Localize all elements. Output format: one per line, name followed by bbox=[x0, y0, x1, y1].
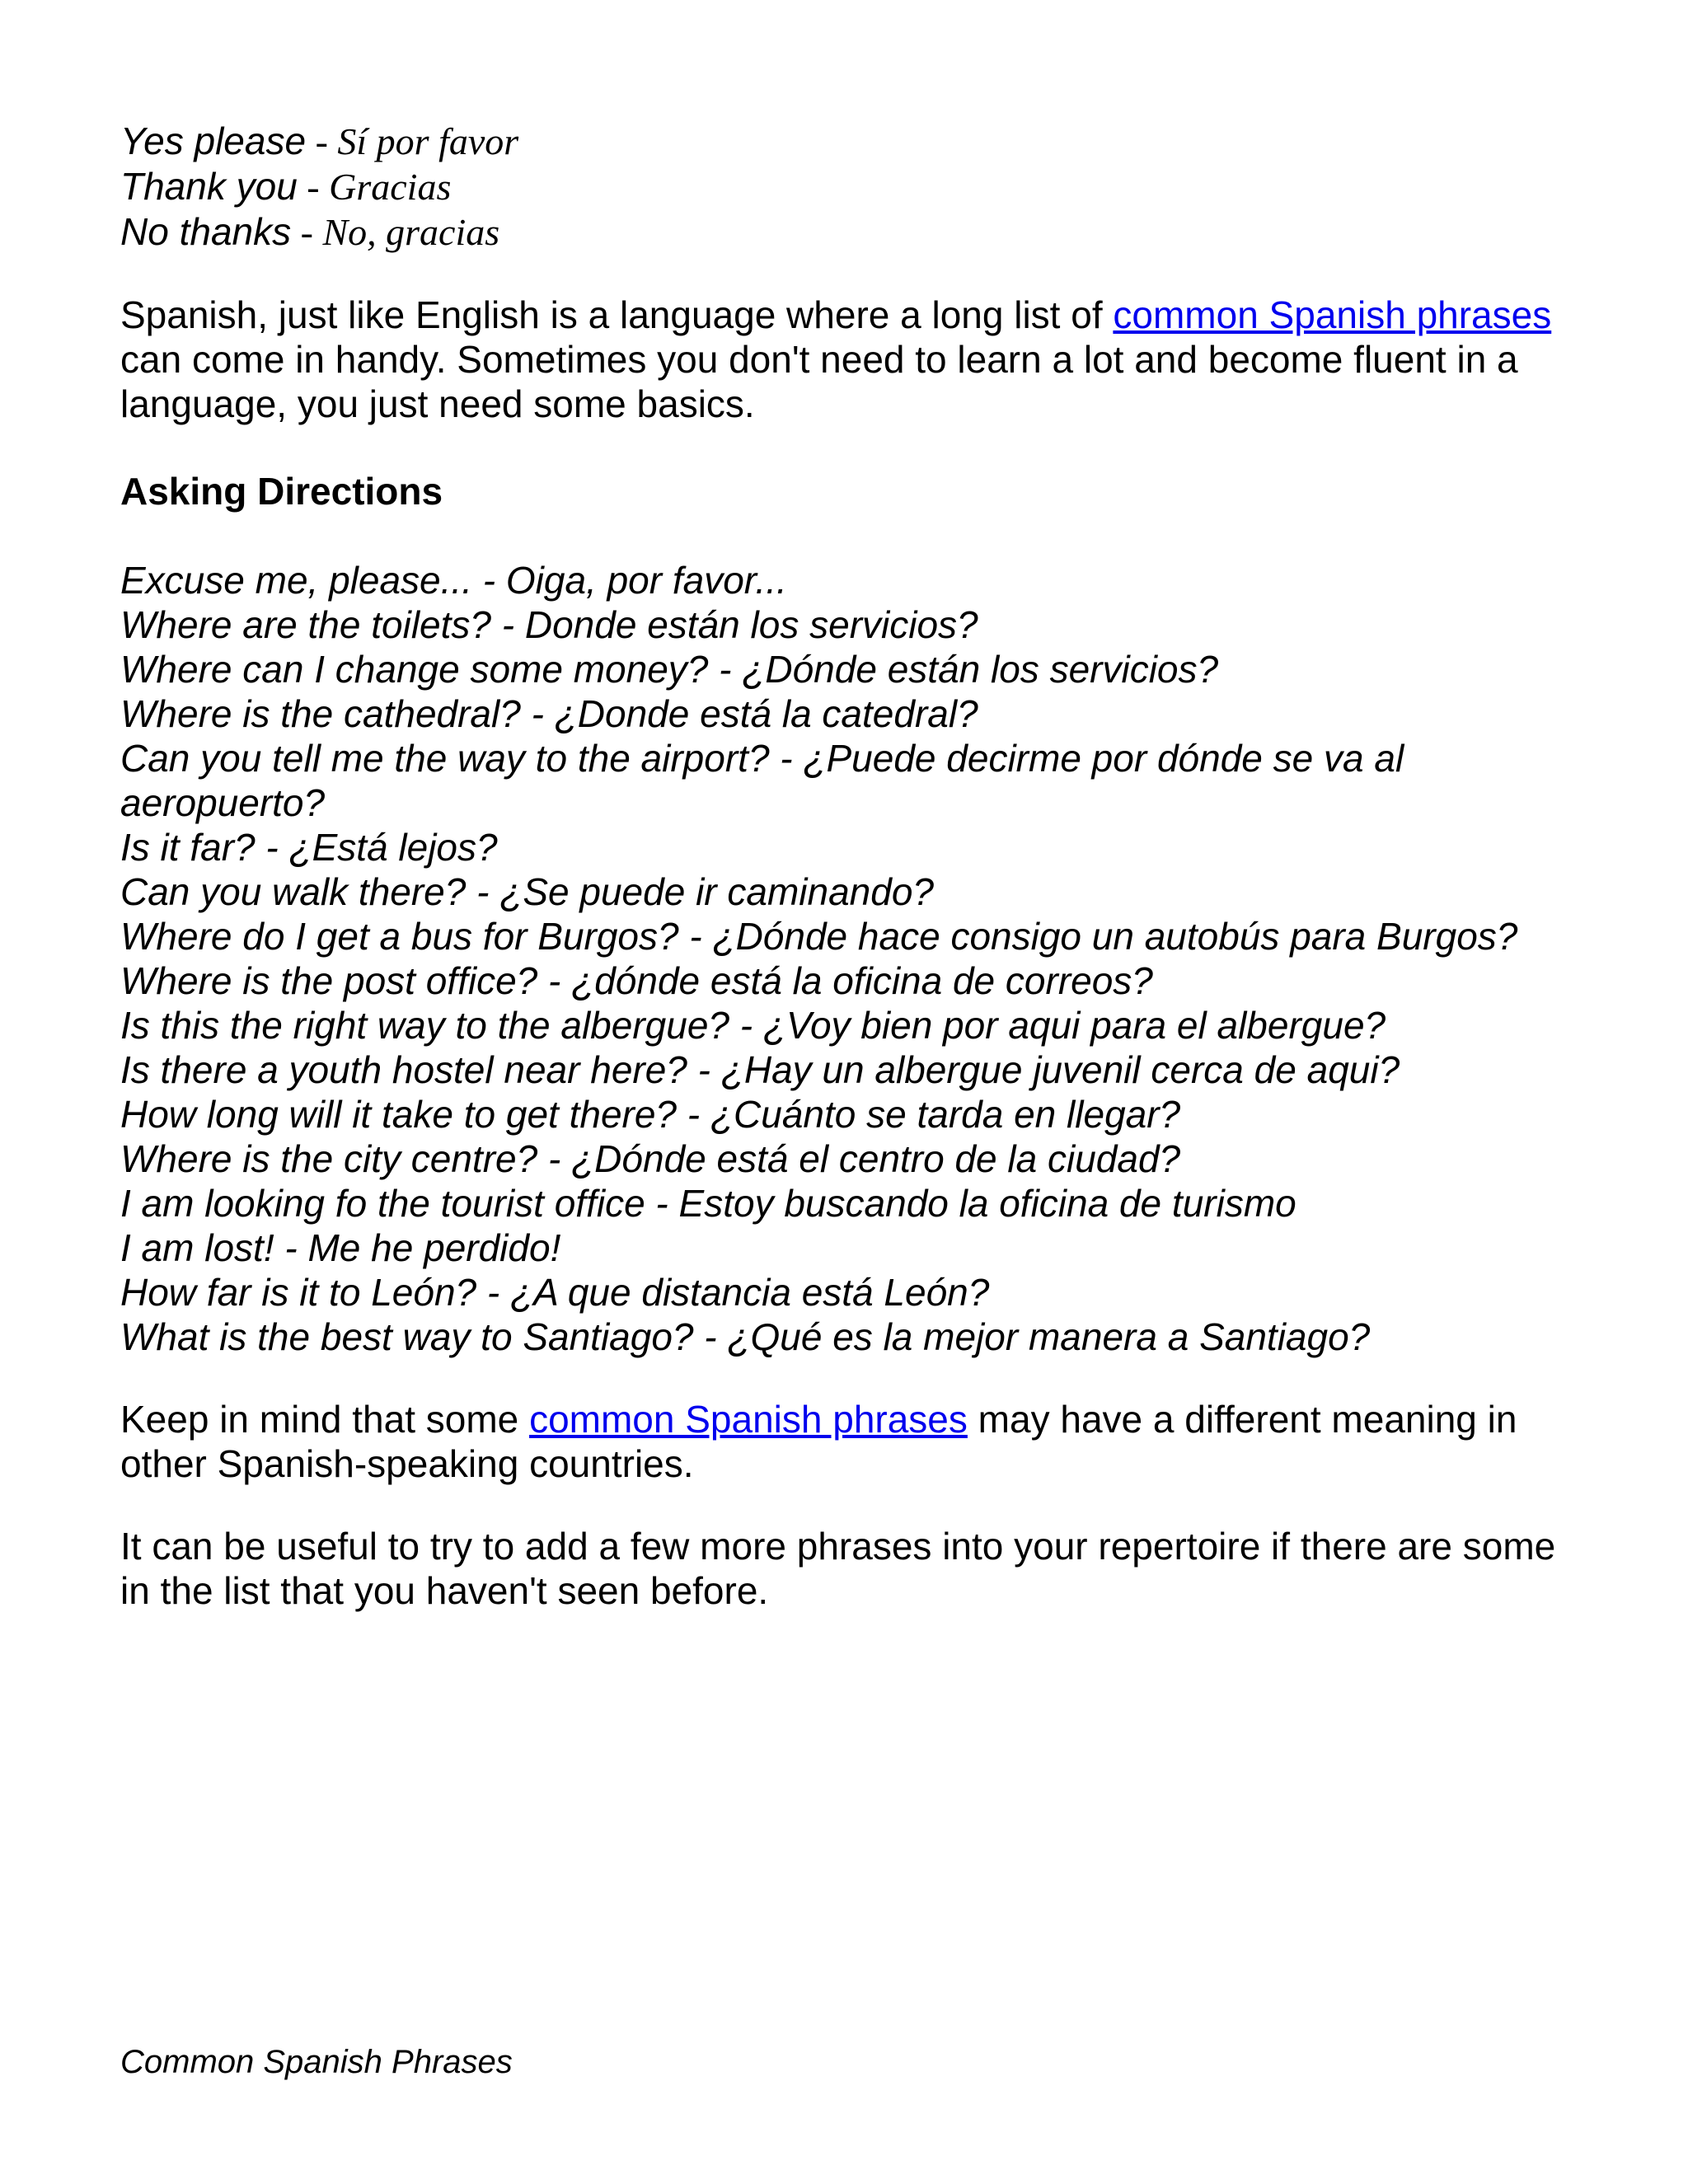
greeting-spanish: Gracias bbox=[329, 166, 452, 208]
greeting-english: Yes please bbox=[120, 120, 307, 162]
intro-text-before: Spanish, just like English is a language where a long list of bbox=[120, 293, 1114, 336]
phrase-list bbox=[120, 558, 1571, 1359]
intro-text-after: can come in handy. Sometimes you don't need to learn a lot and become fluent in a language, you just need some basics. bbox=[120, 338, 1518, 425]
phrase-item: Where are the toilets? - Donde están los servicios? bbox=[120, 603, 978, 646]
greeting-separator: - bbox=[297, 166, 330, 208]
greeting-separator: - bbox=[291, 211, 323, 253]
greeting-line bbox=[120, 119, 1571, 164]
greeting-line bbox=[120, 209, 1571, 255]
phrase-item: How far is it to León? - ¿A que distancia está León? bbox=[120, 1271, 990, 1314]
phrase-item: Is there a youth hostel near here? - ¿Hay un albergue juvenil cerca de aqui? bbox=[120, 1048, 1400, 1091]
common-phrases-link[interactable]: common Spanish phrases bbox=[1113, 293, 1552, 336]
phrase-item: Can you tell me the way to the airport? - ¿Puede decirme por dónde se va al aeropuerto? bbox=[120, 737, 1404, 824]
closing-paragraph: It can be useful to try to add a few more phrases into your repertoire if there are some in the list that you haven't seen before. bbox=[120, 1525, 1556, 1612]
phrase-item: What is the best way to Santiago? - ¿Qué es la mejor manera a Santiago? bbox=[120, 1315, 1371, 1358]
greeting-spanish: No, gracias bbox=[322, 211, 500, 253]
section-heading: Asking Directions bbox=[120, 470, 443, 513]
greetings-block bbox=[120, 119, 1571, 255]
phrase-item: Where do I get a bus for Burgos? - ¿Dónde hace consigo un autobús para Burgos? bbox=[120, 915, 1518, 958]
phrase-item: Where is the post office? - ¿dónde está la oficina de correos? bbox=[120, 959, 1153, 1002]
phrase-item: Where can I change some money? - ¿Dónde están los servicios? bbox=[120, 648, 1219, 691]
phrase-item: Is it far? - ¿Está lejos? bbox=[120, 826, 498, 869]
page-footer: Common Spanish Phrases bbox=[120, 2044, 513, 2080]
document-body bbox=[120, 119, 1571, 1613]
intro-paragraph bbox=[120, 293, 1571, 426]
note-text-before: Keep in mind that some bbox=[120, 1398, 530, 1441]
note-paragraph bbox=[120, 1397, 1571, 1486]
phrase-item: Where is the city centre? - ¿Dónde está el centro de la ciudad? bbox=[120, 1137, 1181, 1180]
phrase-item: I am lost! - Me he perdido! bbox=[120, 1226, 561, 1269]
phrase-item: Excuse me, please... - Oiga, por favor... bbox=[120, 559, 787, 602]
greeting-separator: - bbox=[306, 120, 338, 162]
phrase-item: How long will it take to get there? - ¿Cuánto se tarda en llegar? bbox=[120, 1093, 1181, 1136]
phrase-item: Can you walk there? - ¿Se puede ir caminando? bbox=[120, 870, 935, 913]
greeting-line bbox=[120, 164, 1571, 209]
greeting-english: No thanks bbox=[120, 210, 292, 253]
greeting-english: Thank you bbox=[120, 165, 298, 208]
phrase-item: Is this the right way to the albergue? - ¿Voy bien por aqui para el albergue? bbox=[120, 1004, 1386, 1047]
common-phrases-link[interactable]: common Spanish phrases bbox=[529, 1398, 968, 1441]
greeting-spanish: Sí por favor bbox=[337, 120, 519, 162]
note-text-after: may have a different meaning in other Spanish-speaking countries. bbox=[120, 1398, 1517, 1485]
phrase-item: I am looking fo the tourist office - Estoy buscando la oficina de turismo bbox=[120, 1182, 1296, 1225]
phrase-item: Where is the cathedral? - ¿Donde está la catedral? bbox=[120, 692, 978, 735]
